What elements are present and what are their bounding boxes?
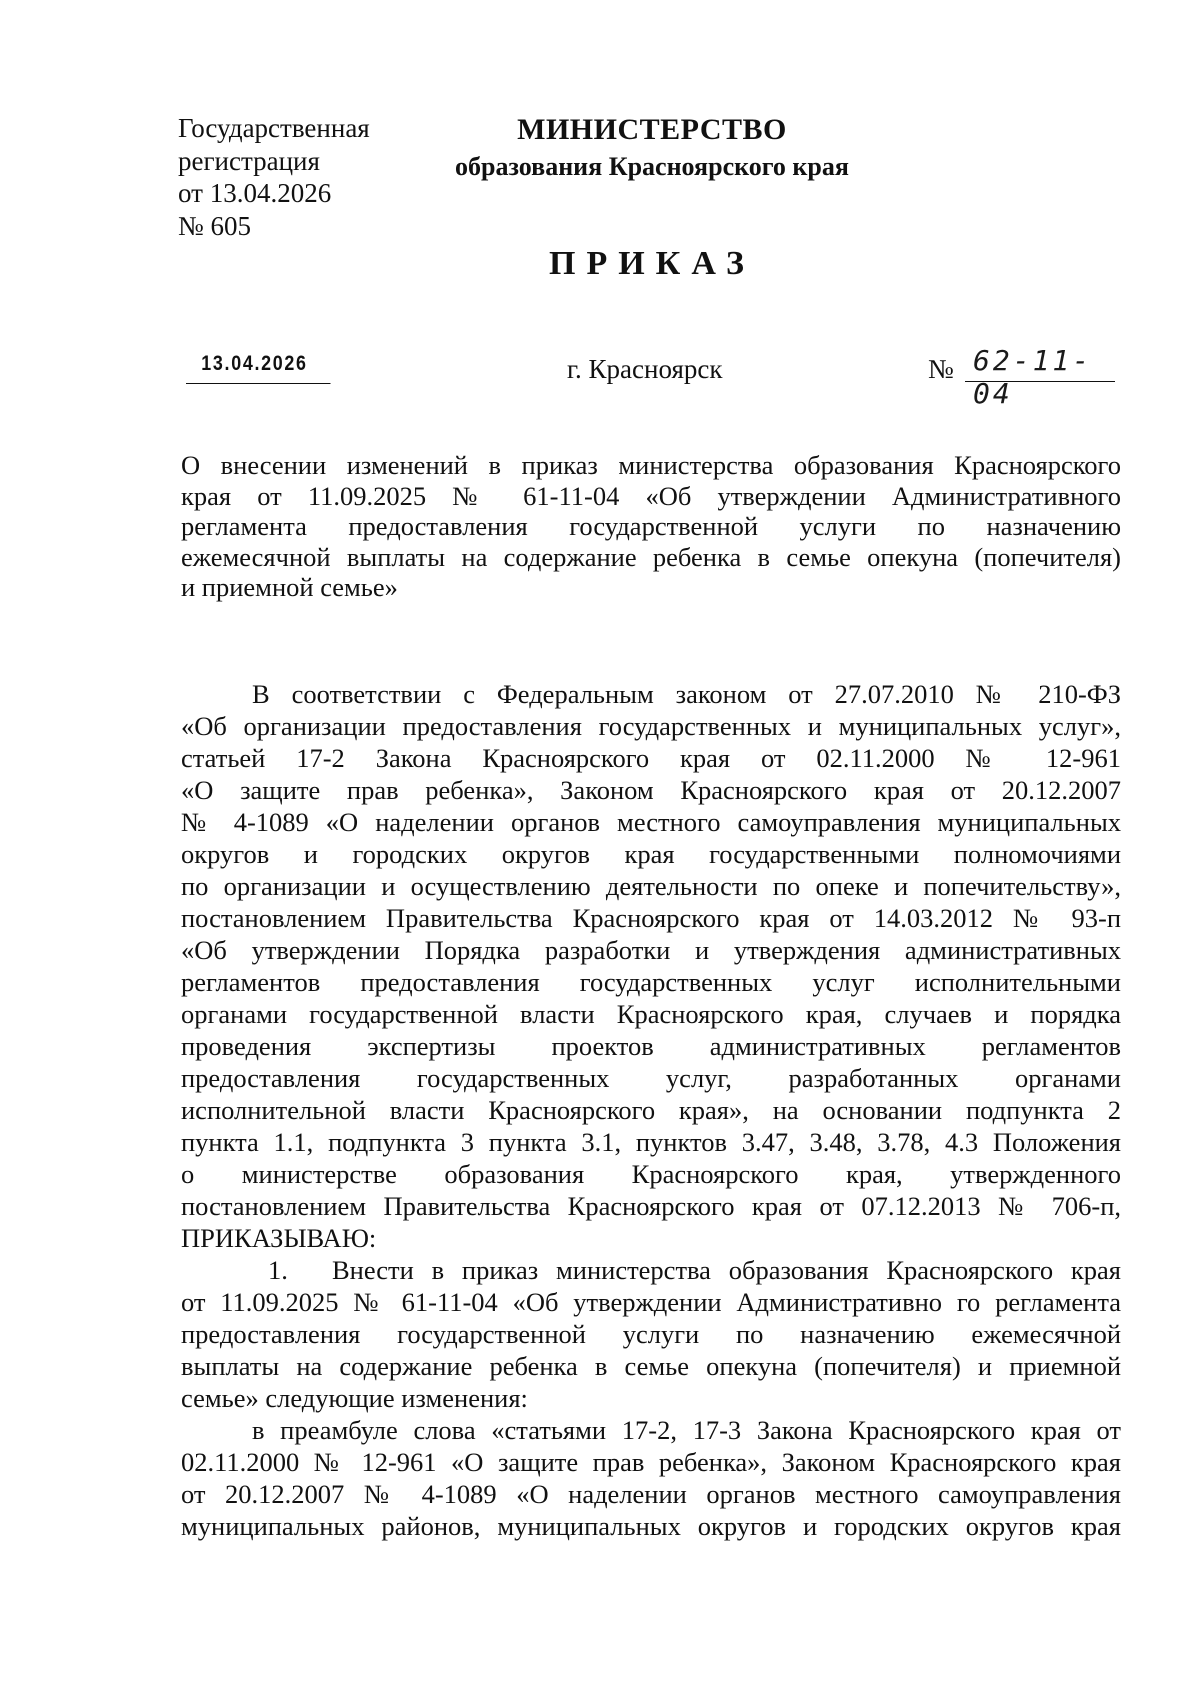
body-line: ПРИКАЗЫВАЮ: <box>181 1223 377 1253</box>
registration-line: Государственная <box>178 113 370 143</box>
body-line: предоставления государственных услуг, разработанных органами <box>181 1063 1121 1093</box>
ministry-header <box>430 110 874 184</box>
title-line: О внесении изменений в приказ министерства образования Красноярского <box>181 450 1121 480</box>
body-line: статьей 17-2 Закона Красноярского края от 02.11.2000 № 12-961 <box>181 743 1121 773</box>
body-line: «О защите прав ребенка», Законом Красноярского края от 20.12.2007 <box>181 775 1121 805</box>
body-line: по организации и осуществлению деятельности по опеке и попечительству», <box>181 871 1121 901</box>
body-line: семье» следующие изменения: <box>181 1383 528 1413</box>
item-1-text: Внести в приказ министерства образования Красноярского края <box>332 1255 1121 1285</box>
body-line: предоставления государственной услуги по назначению ежемесячной <box>181 1319 1121 1349</box>
body-line: о министерстве образования Красноярского края, утвержденного <box>181 1159 1121 1189</box>
body-line: 02.11.2000 № 12-961 «О защите прав ребенка», Законом Красноярского края <box>181 1447 1121 1477</box>
body-line: проведения экспертизы проектов административных регламентов <box>181 1031 1121 1061</box>
registration-line: регистрация <box>178 145 320 176</box>
title-line: ежемесячной выплаты на содержание ребенка в семье опекуна (попечителя) <box>181 541 1121 572</box>
registration-date: от 13.04.2026 <box>178 178 332 208</box>
ministry-subtitle: образования Красноярского края <box>455 152 849 181</box>
body-line: округов и городских округов края государственными полномочиями <box>181 839 1121 869</box>
registration-block <box>178 112 370 242</box>
order-date: 13.04.2026 <box>186 352 331 384</box>
order-city: г. Красноярск <box>567 354 723 384</box>
order-body <box>181 678 1121 1542</box>
body-line: органами государственной власти Красноярского края, случаев и порядка <box>181 999 1121 1029</box>
body-line: пункта 1.1, подпункта 3 пункта 3.1, пунктов 3.47, 3.48, 3.78, 4.3 Положения <box>181 1127 1121 1157</box>
body-line: от 20.12.2007 № 4-1089 «О наделении органов местного самоуправления <box>181 1479 1121 1509</box>
order-title <box>181 450 1121 603</box>
order-number: 62-11-04 <box>965 344 1115 382</box>
item-1-first-line <box>181 1254 1121 1286</box>
body-line: постановлением Правительства Красноярского края от 07.12.2013 № 706-п, <box>181 1191 1121 1221</box>
order-number-label: № <box>928 354 954 384</box>
body-line: муниципальных районов, муниципальных округов и городских округов края <box>181 1511 1121 1541</box>
body-line: в преамбуле слова «статьями 17-2, 17-3 Закона Красноярского края от <box>252 1415 1121 1445</box>
body-line: «Об организации предоставления государственных и муниципальных услуг», <box>181 711 1121 741</box>
body-line: «Об утверждении Порядка разработки и утверждения административных <box>181 935 1121 965</box>
body-line: В соответствии с Федеральным законом от 27.07.2010 № 210-ФЗ <box>252 679 1121 709</box>
document-type: ПРИКАЗ <box>549 245 755 282</box>
title-line: и приемной семье» <box>181 572 398 602</box>
title-line: регламента предоставления государственной услуги по назначению <box>181 511 1121 541</box>
body-line: № 4-1089 «О наделении органов местного самоуправления муниципальных <box>181 807 1121 837</box>
body-line: выплаты на содержание ребенка в семье опекуна (попечителя) и приемной <box>181 1351 1121 1381</box>
registration-number: № 605 <box>178 210 252 241</box>
item-1-number: 1. <box>268 1255 288 1285</box>
body-line: от 11.09.2025 № 61-11-04 «Об утверждении Административно го регламента <box>181 1287 1121 1317</box>
ministry-name: МИНИСТЕРСТВО <box>517 113 787 146</box>
body-line: постановлением Правительства Красноярского края от 14.03.2012 № 93-п <box>181 903 1121 933</box>
body-line: регламентов предоставления государственных услуг исполнительными <box>181 967 1121 997</box>
title-line: края от 11.09.2025 № 61-11-04 «Об утверждении Административного <box>181 480 1121 511</box>
body-line: исполнительной власти Красноярского края», на основании подпункта 2 <box>181 1095 1121 1125</box>
